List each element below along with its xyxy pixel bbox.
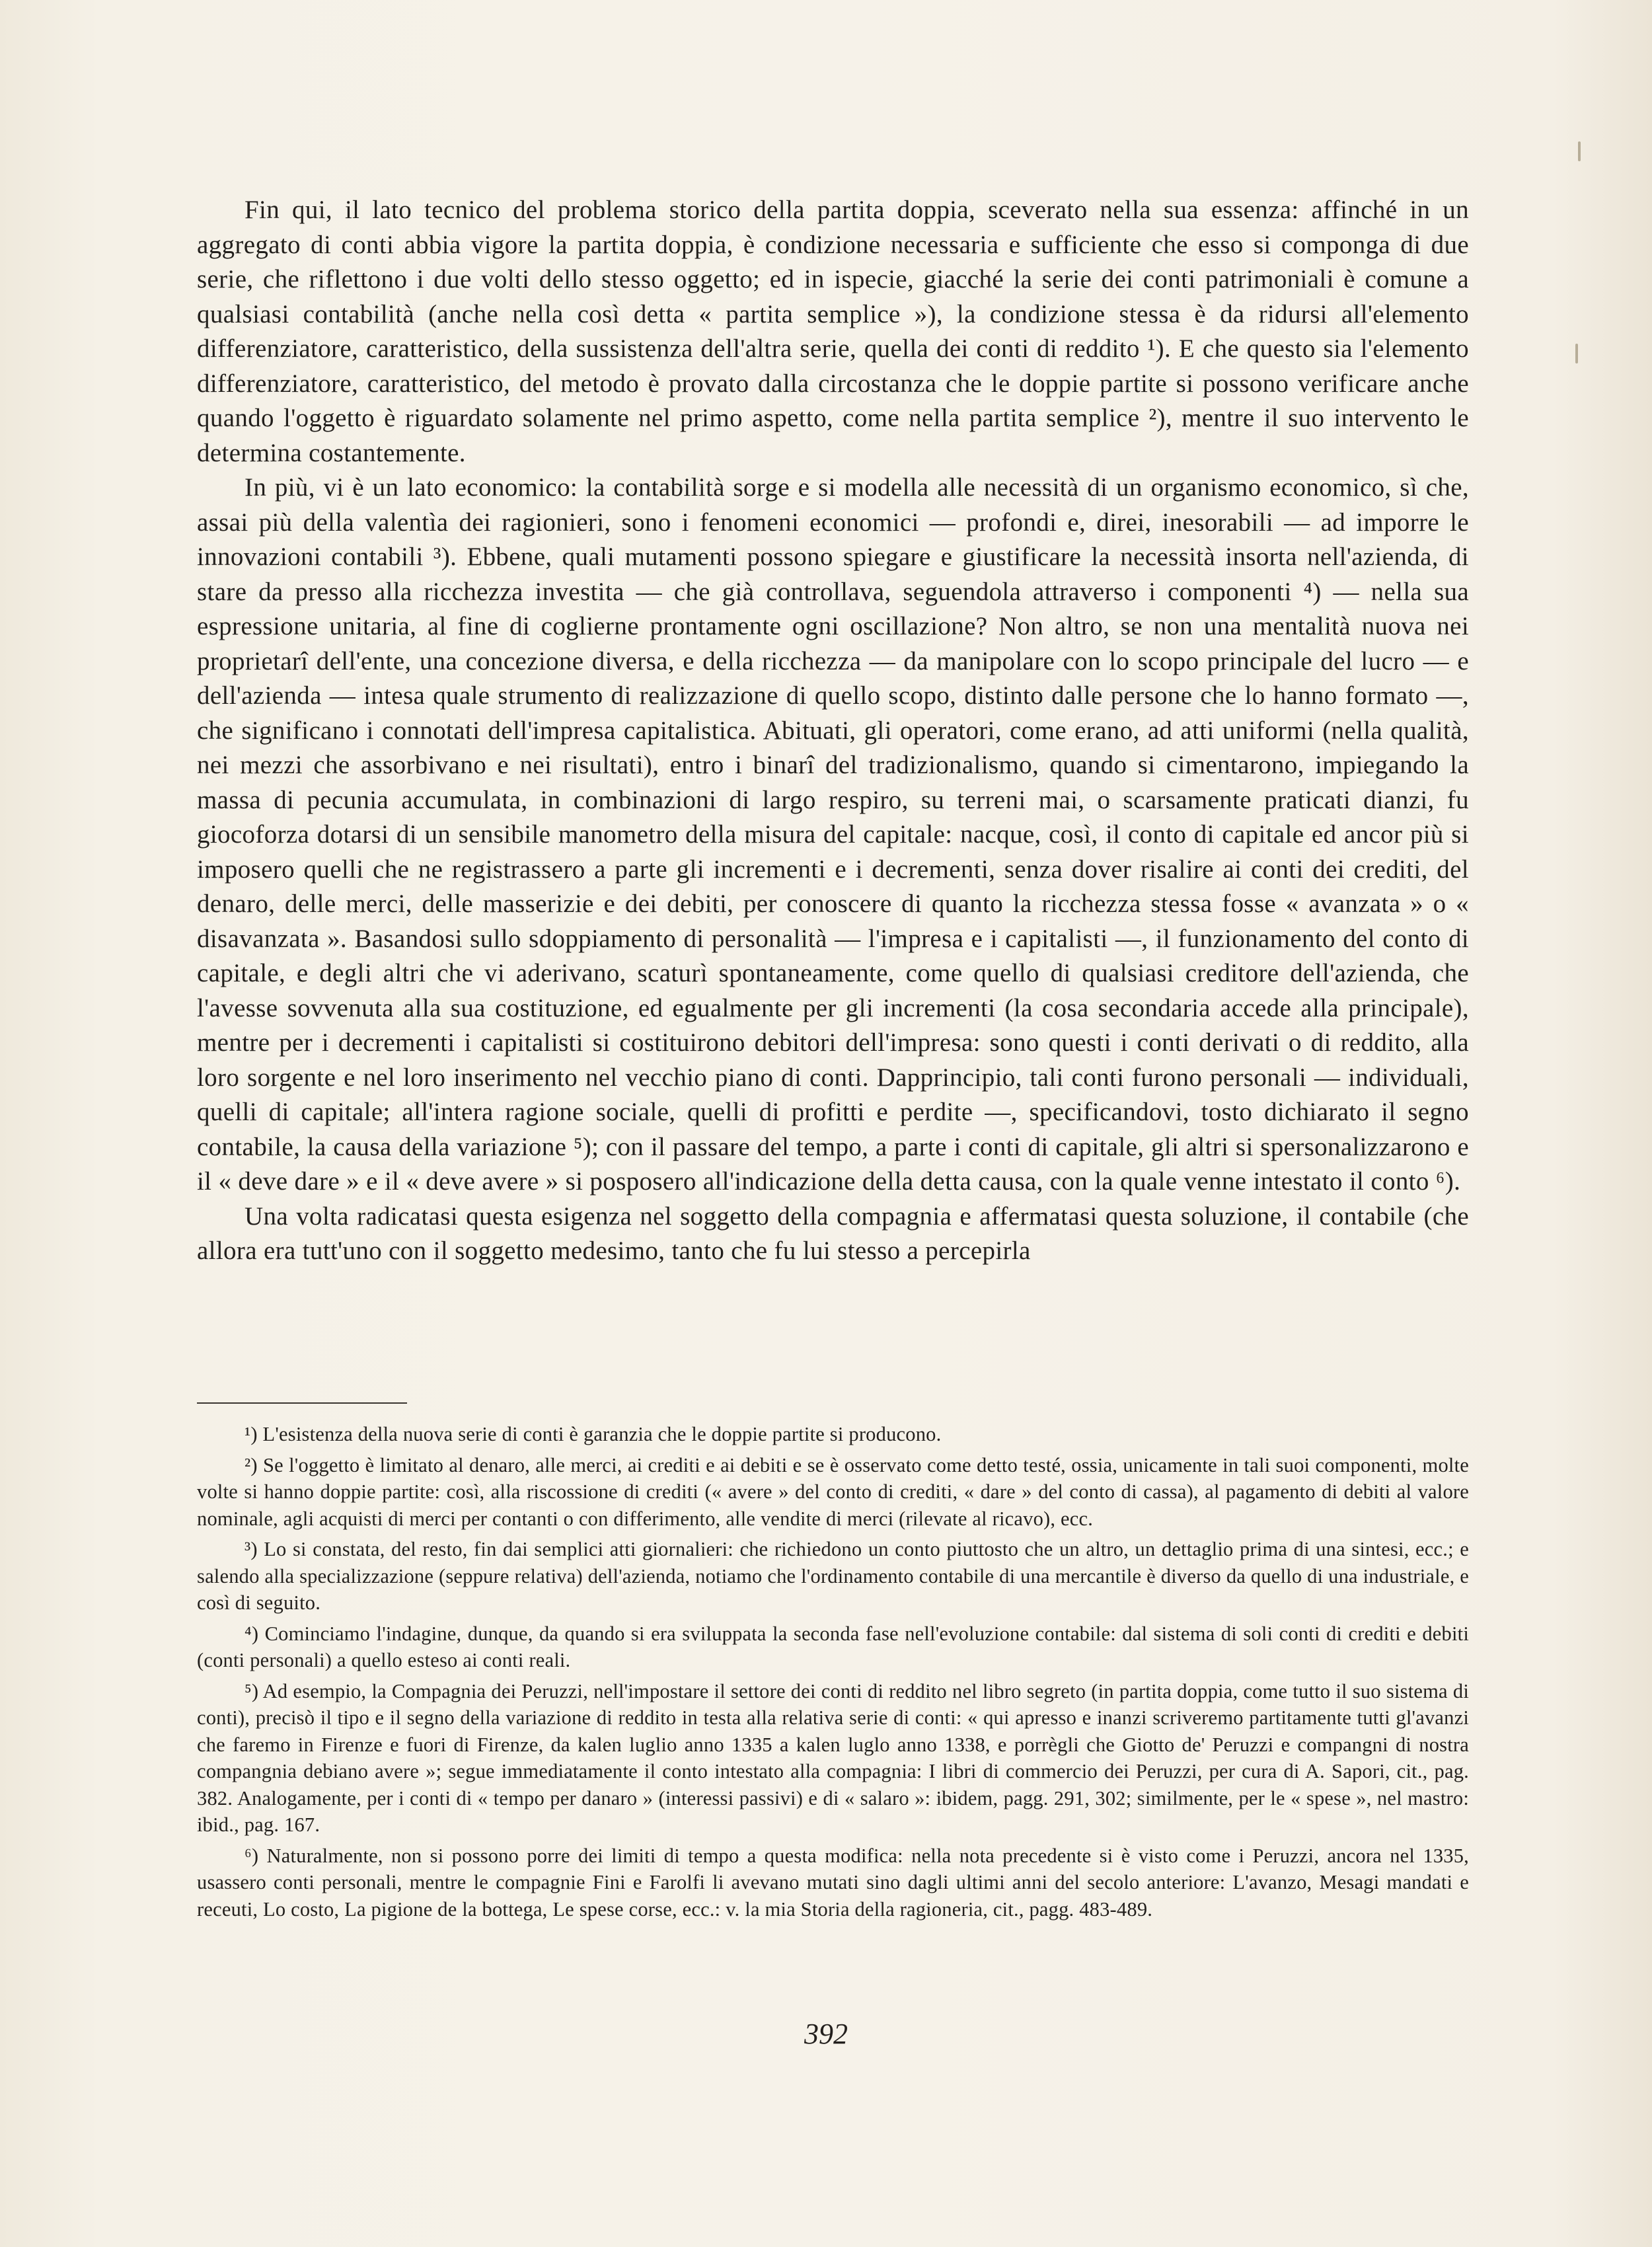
footnote: ⁶) Naturalmente, non si possono porre dei limiti di tempo a questa modifica: nella nota precedente si è visto come i Peruzzi, ancora nel 1335, usassero conti personali, mentre le compagnie Fini e Farolfi li avevano mutati sino dagli ultimi anni del secolo anteriore: L'avanzo, Mesagi mandati e receuti, Lo costo, La pigione de la bottega, Le spese corse, ecc.: v. la mia Storia della ragioneria, cit., pagg. 483-489. — [197, 1844, 1469, 1921]
page-edge-mark — [1578, 141, 1581, 161]
footnote: ²) Se l'oggetto è limitato al denaro, alle merci, ai crediti e ai debiti e se è osservato come detto testé, ossia, unicamente in tali suoi componenti, molte volte si hanno doppie partite: così, alla riscossione di crediti (« avere » del conto di crediti, « dare » del conto di cassa), al pagamento di debiti al valore nominale, agli acquisti di merci per contanti o con differimento, alle vendite di merci (rilevate al ricavo), ecc. — [197, 1453, 1469, 1530]
main-text — [197, 193, 1469, 1269]
paragraph: Una volta radicatasi questa esigenza nel soggetto della compagnia e affermatasi questa soluzione, il contabile (che allora era tutt'uno con il soggetto medesimo, tanto che fu lui stesso a percepirla — [197, 1201, 1469, 1265]
footnote: ¹) L'esistenza della nuova serie di conti è garanzia che le doppie partite si producono. — [244, 1423, 942, 1445]
page-number: 392 — [804, 2018, 848, 2050]
page-edge-mark — [1575, 344, 1578, 363]
footnote: ³) Lo si constata, del resto, fin dai semplici atti giornalieri: che richiedono un conto piuttosto che un altro, un dettaglio prima di una sintesi, ecc.; e salendo alla specializzazione (seppure relativa) dell'azienda, notiamo che l'ordinamento contabile di una mercantile è diverso da quello di una industriale, e così di seguito. — [197, 1538, 1469, 1614]
footnotes — [197, 1421, 1469, 1926]
paragraph: Fin qui, il lato tecnico del problema storico della partita doppia, sceverato nella sua essenza: affinché in un aggregato di conti abbia vigore la partita doppia, è condizione necessaria e sufficiente che esso si componga di due serie, che riflettono i due volti dello stesso oggetto; ed in ispecie, giacché la serie dei conti patrimoniali è comune a qualsiasi contabilità (anche nella così detta « partita semplice »), la condizione stessa è da ridursi all'elemento differenziatore, caratteristico, della sussistenza dell'altra serie, quella dei conti di reddito ¹). E che questo sia l'elemento differenziatore, caratteristico, del metodo è provato dalla circostanza che le doppie partite si possono verificare anche quando l'oggetto è riguardato solamente nel primo aspetto, come nella partita semplice ²), mentre il suo intervento le determina costantemente. — [197, 196, 1469, 467]
footnote: ⁵) Ad esempio, la Compagnia dei Peruzzi, nell'impostare il settore dei conti di reddito nel libro segreto (in partita doppia, come tutto il suo sistema di conti), precisò il tipo e il segno della variazione di reddito in testa alla relativa serie di conti: « qui apresso e inanzi scriveremo partitamente tutti gl'avanzi che faremo in Firenze e fuori di Firenze, da kalen luglio anno 1335 a kalen luglo anno 1338, e porrègli che Giotto de' Peruzzi e compangni di nostra compangnia debiano avere »; segue immediatamente il conto intestato alla compagnia: I libri di commercio dei Peruzzi, per cura di A. Sapori, cit., pag. 382. Analogamente, per i conti di « tempo per danaro » (interessi passivi) e di « salaro »: ibidem, pagg. 291, 302; similmente, per le « spese », nel mastro: ibid., pag. 167. — [197, 1679, 1469, 1836]
footnote-separator — [197, 1402, 407, 1404]
footnote: ⁴) Cominciamo l'indagine, dunque, da quando si era sviluppata la seconda fase nell'evoluzione contabile: dal sistema di soli conti di crediti e debiti (conti personali) a quello esteso ai conti reali. — [197, 1622, 1469, 1671]
paragraph: In più, vi è un lato economico: la contabilità sorge e si modella alle necessità di un organismo economico, sì che, assai più della valentìa dei ragionieri, sono i fenomeni economici — profondi e, direi, inesorabili — ad imporre le innovazioni contabili ³). Ebbene, quali mutamenti possono spiegare e giustificare la necessità insorta nell'azienda, di stare da presso alla ricchezza investita — che già controllava, seguendola attraverso i componenti ⁴) — nella sua espressione unitaria, al fine di coglierne prontamente ogni oscillazione? Non altro, se non una mentalità nuova nei proprietarî dell'ente, una concezione diversa, e della ricchezza — da manipolare con lo scopo principale del lucro — e dell'azienda — intesa quale strumento di realizzazione di quello scopo, distinto dalle persone che lo hanno formato —, che significano i connotati dell'impresa capitalistica. Abituati, gli operatori, come erano, ad atti uniformi (nella qualità, nei mezzi che assorbivano e nei risultati), entro i binarî del tradizionalismo, quando si cimentarono, impiegando la massa di pecunia accumulata, in combinazioni di largo respiro, su terreni mai, o scarsamente praticati dianzi, fu giocoforza dotarsi di un sensibile manometro della misura del capitale: nacque, così, il conto di capitale ed ancor più si imposero quelli che ne registrassero a parte gli incrementi e i decrementi, senza dover risalire ai conti dei crediti, del denaro, delle merci, delle masserizie e dei debiti, per conoscere di quanto la ricchezza stessa fosse « avanzata » o « disavanzata ». Basandosi sullo sdoppiamento di personalità — l'impresa e i capitalisti —, il funzionamento del conto di capitale, e degli altri che vi aderivano, scaturì spontaneamente, come quello di qualsiasi creditore dell'azienda, che l'avesse sovvenuta alla sua costituzione, ed egualmente per gli incrementi (la cosa secondaria accede alla principale), mentre per i decrementi i capitalisti si costituirono debitori dell'impresa: sono questi i conti derivati o di reddito, alla loro sorgente e nel loro inserimento nel vecchio piano di conti. Dapprincipio, tali conti furono personali — individuali, quelli di capitale; all'intera ragione sociale, quelli di profitti e perdite —, specificandovi, tosto dichiarato il segno contabile, la causa della variazione ⁵); con il passare del tempo, a parte i conti di capitale, gli altri si spersonalizzarono e il « deve dare » e il « deve avere » si posposero all'indicazione della detta causa, con la quale venne intestato il conto ⁶). — [197, 473, 1469, 1196]
